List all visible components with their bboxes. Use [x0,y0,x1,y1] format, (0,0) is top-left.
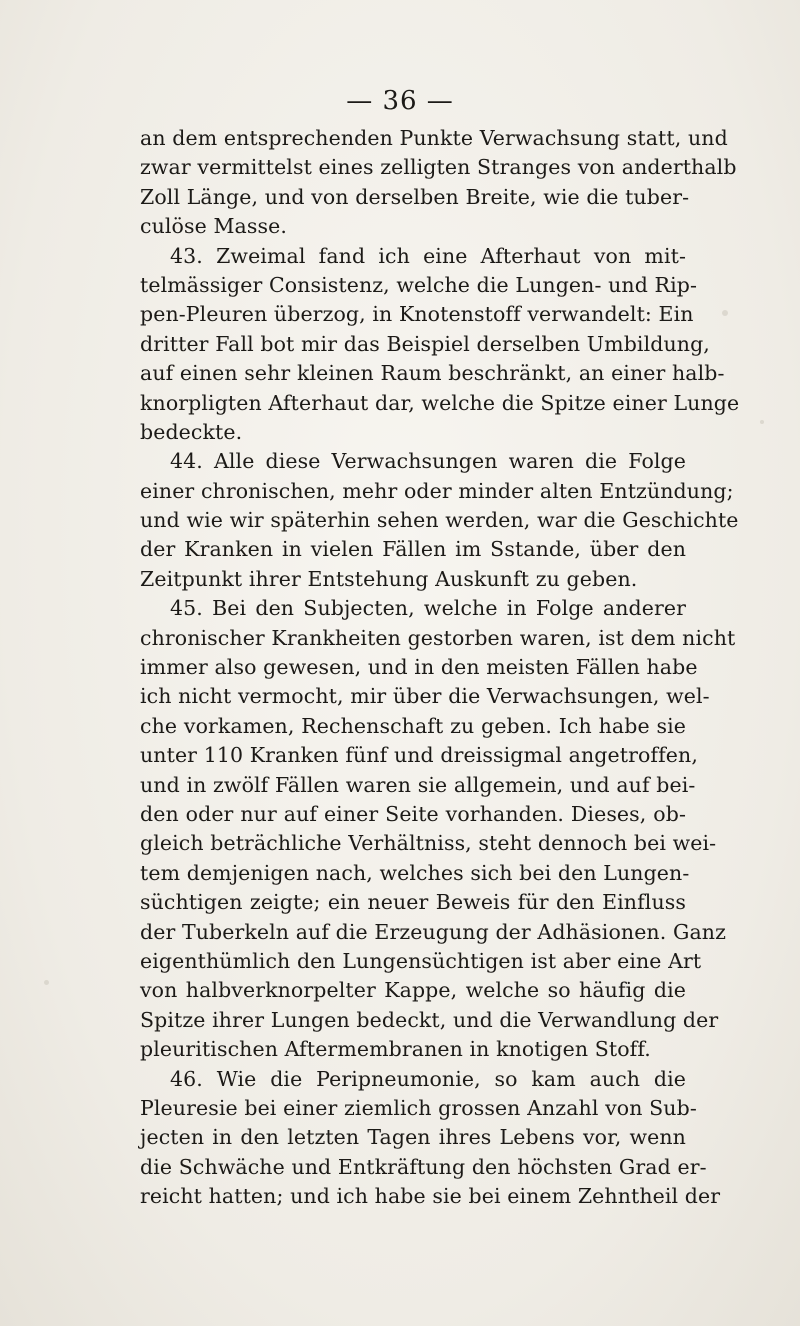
text-line: Spitze ihrer Lungen bedeckt, und die Verwandlung der [140,1007,719,1032]
text-line: der Tuberkeln auf die Erzeugung der Adhäsionen. Ganz [140,919,726,944]
text-line: pleuritischen Aftermembranen in knotigen Stoff. [140,1037,651,1062]
text-line: eigenthümlich den Lungensüchtigen ist aber eine Art [140,948,702,973]
text-line: culöse Masse. [140,214,287,239]
paper-stain [44,980,49,985]
text-line: Pleuresie bei einer ziemlich grossen Anzahl von Sub- [140,1095,697,1120]
text-line: zwar vermittelst eines zelligten Stranges von anderthalb [140,155,737,180]
text-line: süchtigen zeigte; ein neuer Beweis für den Einfluss [140,890,686,915]
paper-stain [760,420,764,424]
text-line: reicht hatten; und ich habe sie bei einem Zehntheil der [140,1184,721,1209]
text-line: tem demjenigen nach, welches sich bei den Lungen- [140,860,690,885]
text-line: den oder nur auf einer Seite vorhanden. Dieses, ob- [140,801,686,826]
text-line: 44. Alle diese Verwachsungen waren die Folge [170,449,686,474]
text-line: gleich beträchliche Verhältniss, steht dennoch bei wei- [140,831,717,856]
page-number-header: — 36 — [346,86,454,116]
text-line: und wie wir späterhin sehen werden, war die Geschichte [140,508,739,533]
text-line: immer also gewesen, und in den meisten Fällen habe [140,655,698,680]
text-line: Zeitpunkt ihrer Entstehung Auskunft zu geben. [140,566,638,591]
text-line: auf einen sehr kleinen Raum beschränkt, an einer halb- [140,361,725,386]
text-line: telmässiger Consistenz, welche die Lungen- und Rip- [140,272,697,297]
text-line: chronischer Krankheiten gestorben waren, ist dem nicht [140,625,736,650]
text-line: 45. Bei den Subjecten, welche in Folge anderer [170,596,686,621]
text-line: jecten in den letzten Tagen ihres Lebens vor, wenn [140,1125,686,1150]
text-line: ich nicht vermocht, mir über die Verwachsungen, wel- [140,684,710,709]
text-line: bedeckte. [140,419,243,444]
body-text [140,124,740,1211]
paper-stain [722,310,728,316]
text-line: 46. Wie die Peripneumonie, so kam auch die [170,1066,686,1091]
text-line: der Kranken in vielen Fällen im Sstande, über den [140,537,686,562]
text-line: einer chronischen, mehr oder minder alten Entzündung; [140,478,734,503]
text-line: dritter Fall bot mir das Beispiel derselben Umbildung, [140,331,710,356]
text-line: die Schwäche und Entkräftung den höchsten Grad er- [140,1154,707,1179]
text-line: und in zwölf Fällen waren sie allgemein, und auf bei- [140,772,696,797]
text-line: pen-Pleuren überzog, in Knotenstoff verwandelt: Ein [140,302,694,327]
text-line: Zoll Länge, und von derselben Breite, wie die tuber- [140,184,690,209]
text-line: unter 110 Kranken fünf und dreissigmal angetroffen, [140,743,698,768]
text-line: che vorkamen, Rechenschaft zu geben. Ich habe sie [140,713,686,738]
text-line: 43. Zweimal fand ich eine Afterhaut von mit- [170,243,686,268]
text-line: an dem entsprechenden Punkte Verwachsung statt, und [140,126,728,150]
text-line: knorpligten Afterhaut dar, welche die Spitze einer Lunge [140,390,740,415]
text-line: von halbverknorpelter Kappe, welche so häufig die [140,978,686,1003]
